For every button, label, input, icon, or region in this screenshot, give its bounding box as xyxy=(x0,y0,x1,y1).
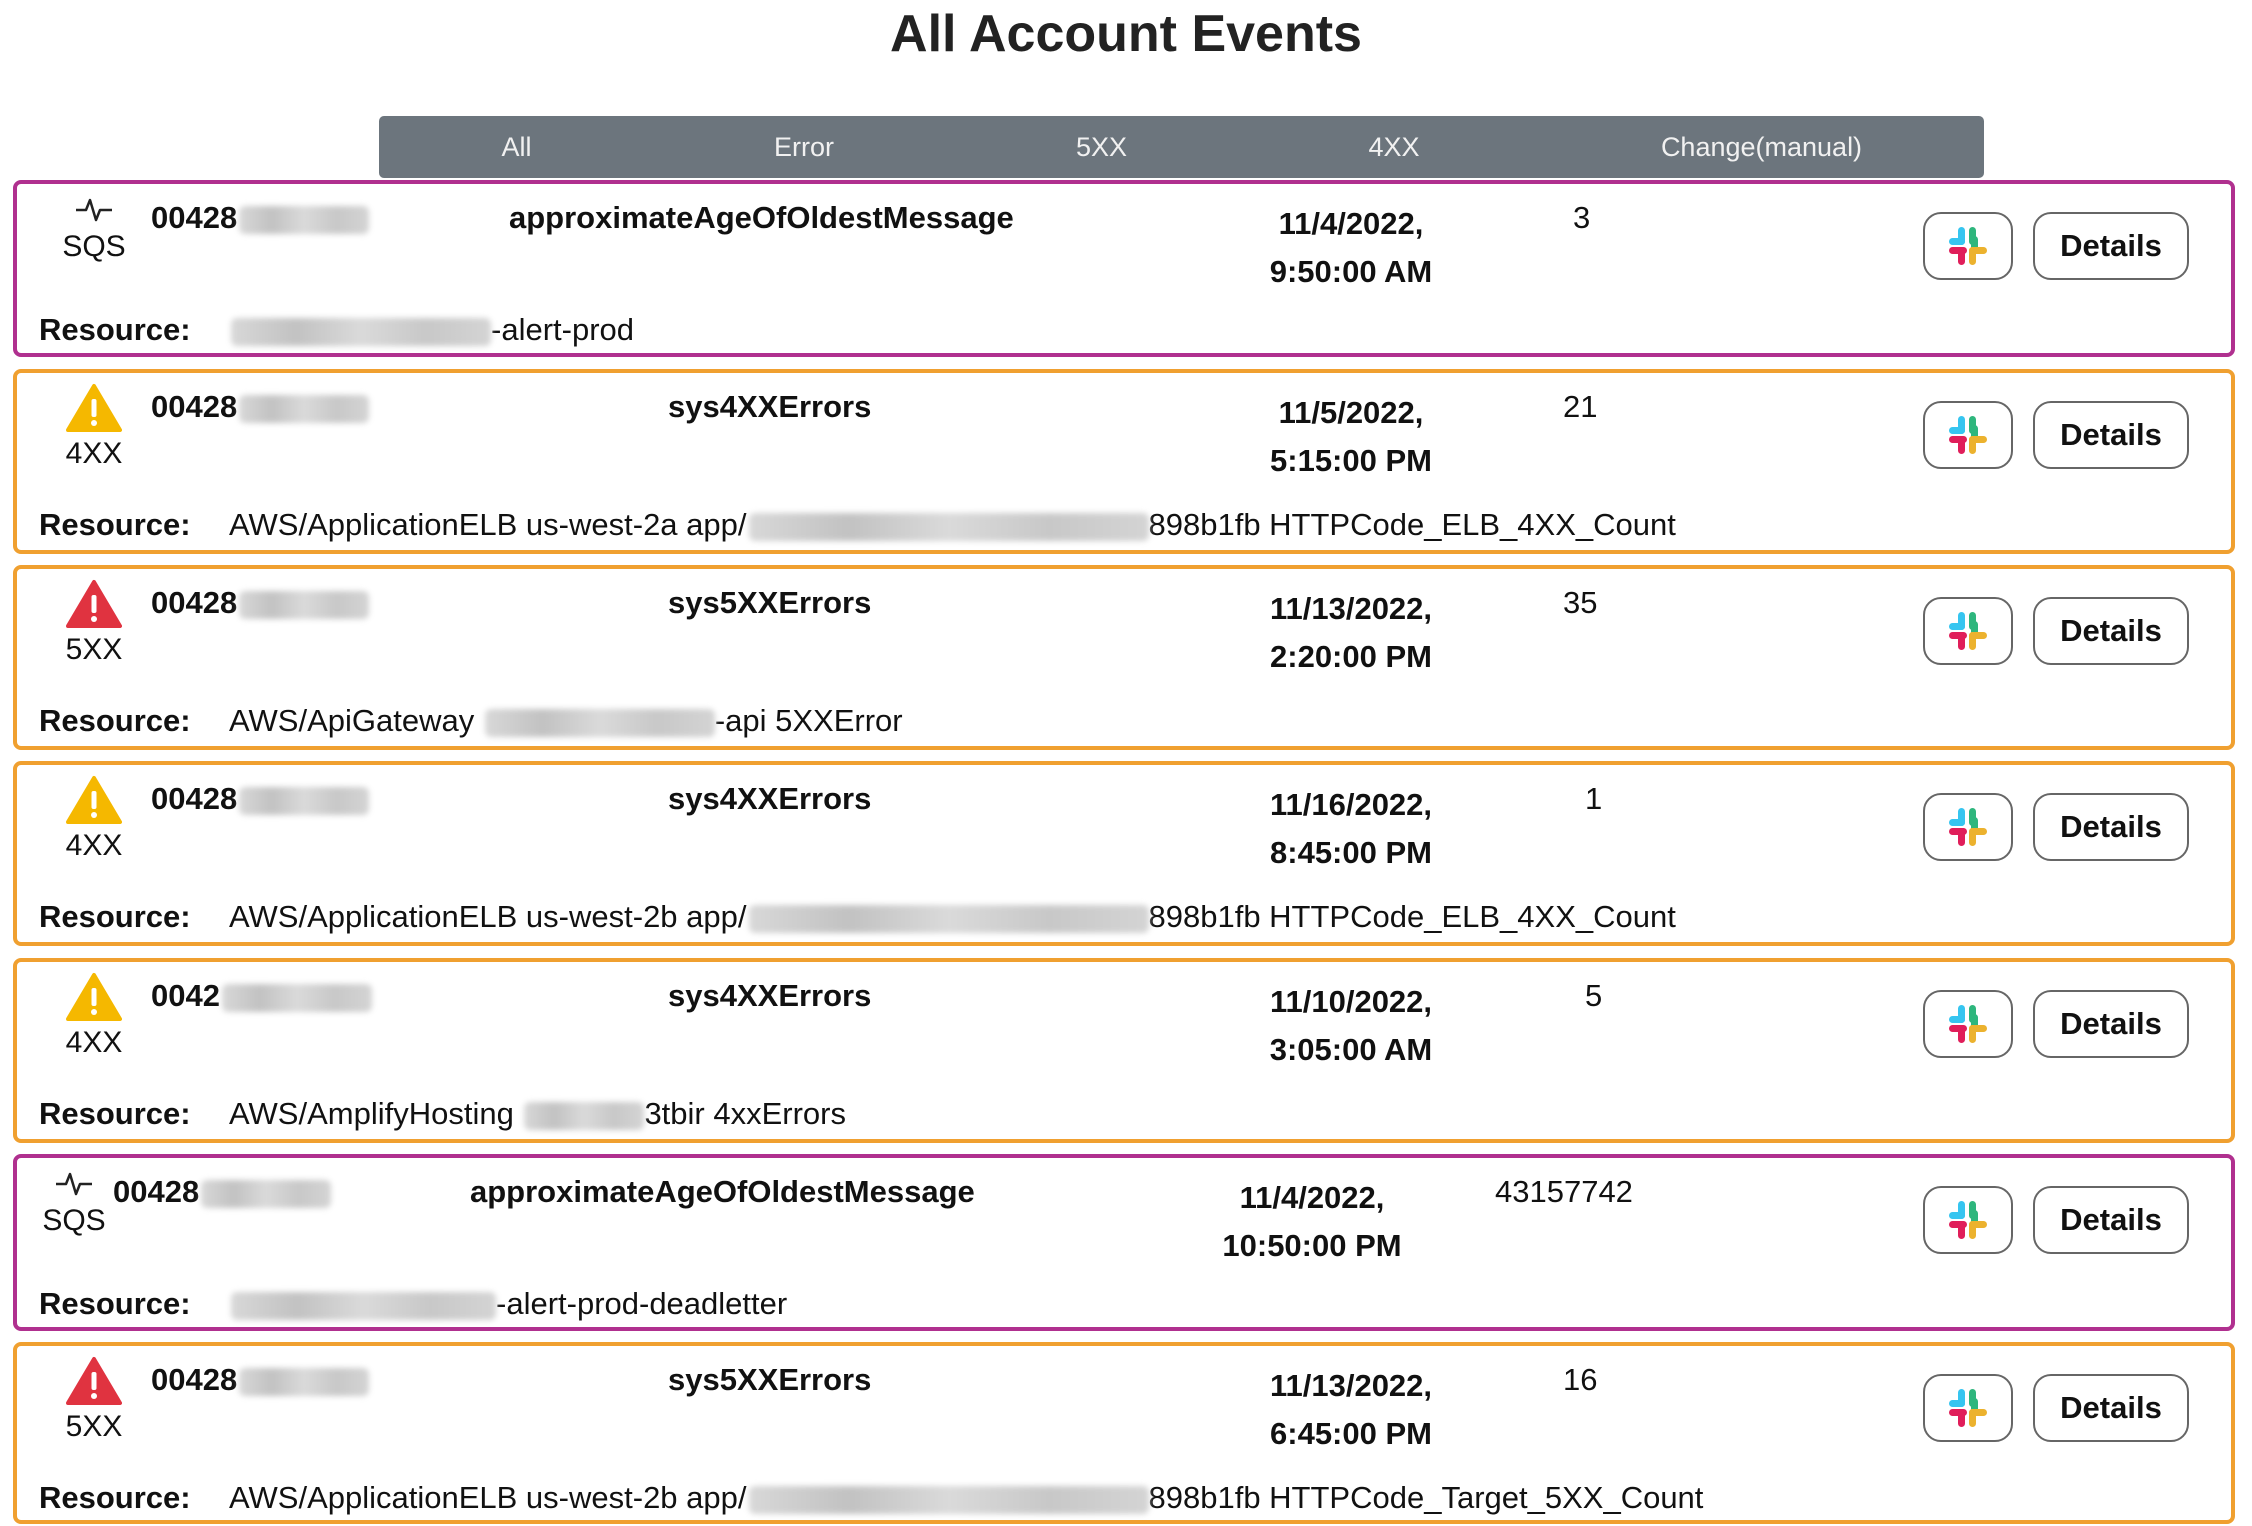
account-id xyxy=(151,978,372,1014)
redacted-mask xyxy=(231,318,491,346)
slack-icon xyxy=(1947,806,1989,848)
slack-button[interactable] xyxy=(1923,990,2013,1058)
event-type xyxy=(29,1356,159,1444)
event-type-label: 5XX xyxy=(65,633,123,666)
redacted-mask xyxy=(749,1486,1149,1514)
warning-icon xyxy=(66,775,122,825)
metric-name: approximateAgeOfOldestMessage xyxy=(509,200,1014,235)
resource-suffix: 898b1fb HTTPCode_ELB_4XX_Count xyxy=(1148,507,1676,542)
account-id xyxy=(151,200,369,236)
account-id-value: 00428 xyxy=(151,1362,238,1397)
event-card xyxy=(13,1154,2235,1331)
resource-suffix: -alert-prod xyxy=(491,312,634,347)
slack-button[interactable] xyxy=(1923,597,2013,665)
resource-label: Resource: xyxy=(39,1096,191,1131)
details-button[interactable]: Details xyxy=(2033,990,2189,1058)
redacted-mask xyxy=(485,709,715,737)
event-time: 8:45:00 PM xyxy=(1270,835,1432,870)
event-time: 2:20:00 PM xyxy=(1270,639,1432,674)
redacted-mask xyxy=(239,395,369,423)
event-type xyxy=(29,383,159,471)
event-count: 43157742 xyxy=(1495,1174,1633,1209)
details-button[interactable]: Details xyxy=(2033,401,2189,469)
details-button[interactable]: Details xyxy=(2033,793,2189,861)
resource-row xyxy=(39,312,634,348)
slack-button[interactable] xyxy=(1923,1374,2013,1442)
redacted-mask xyxy=(231,1292,496,1320)
details-button[interactable]: Details xyxy=(2033,1374,2189,1442)
error-icon xyxy=(66,1356,122,1406)
resource-suffix: 898b1fb HTTPCode_Target_5XX_Count xyxy=(1148,1480,1704,1515)
event-count: 1 xyxy=(1585,781,1603,816)
account-id-value: 00428 xyxy=(151,781,238,816)
metric-name: sys5XXErrors xyxy=(668,1362,872,1397)
resource-prefix: AWS/ApplicationELB us-west-2b app/ xyxy=(229,1480,747,1515)
resource-prefix: AWS/AmplifyHosting xyxy=(229,1096,523,1131)
event-card xyxy=(13,1342,2235,1524)
slack-icon xyxy=(1947,1387,1989,1429)
account-id xyxy=(151,1362,369,1398)
account-id-value: 00428 xyxy=(151,200,238,235)
event-time: 9:50:00 AM xyxy=(1269,254,1433,289)
slack-button[interactable] xyxy=(1923,1186,2013,1254)
resource-suffix: -api 5XXError xyxy=(714,703,903,738)
event-timestamp xyxy=(1231,585,1471,681)
event-time: 3:05:00 AM xyxy=(1269,1032,1433,1067)
tab-4xx[interactable]: 4XX xyxy=(1368,131,1420,162)
account-id xyxy=(151,389,369,425)
redacted-mask xyxy=(239,787,369,815)
tab-change-manual[interactable]: Change(manual) xyxy=(1660,131,1863,162)
slack-button[interactable] xyxy=(1923,793,2013,861)
redacted-mask xyxy=(749,513,1149,541)
event-type-label: SQS xyxy=(42,1204,106,1237)
event-count: 5 xyxy=(1585,978,1603,1013)
warning-icon xyxy=(66,972,122,1022)
slack-button[interactable] xyxy=(1923,212,2013,280)
resource-label: Resource: xyxy=(39,1286,191,1321)
event-time: 10:50:00 PM xyxy=(1222,1228,1402,1263)
resource-suffix: 3tbir 4xxErrors xyxy=(644,1096,846,1131)
event-card xyxy=(13,369,2235,554)
event-date: 11/5/2022, xyxy=(1278,395,1424,430)
event-timestamp xyxy=(1231,389,1471,485)
resource-label: Resource: xyxy=(39,899,191,934)
metric-name: approximateAgeOfOldestMessage xyxy=(470,1174,975,1209)
event-date: 11/16/2022, xyxy=(1269,787,1433,822)
metric-name: sys4XXErrors xyxy=(668,389,872,424)
resource-label: Resource: xyxy=(39,703,191,738)
event-timestamp xyxy=(1231,781,1471,877)
event-count: 35 xyxy=(1563,585,1598,620)
resource-label: Resource: xyxy=(39,507,191,542)
event-card xyxy=(13,180,2235,357)
event-card xyxy=(13,761,2235,946)
event-type xyxy=(29,775,159,863)
resource-prefix: AWS/ApplicationELB us-west-2a app/ xyxy=(229,507,747,542)
slack-icon xyxy=(1947,414,1989,456)
event-count: 3 xyxy=(1573,200,1591,235)
event-card xyxy=(13,958,2235,1143)
event-count: 21 xyxy=(1563,389,1598,424)
account-id xyxy=(151,781,369,817)
event-timestamp xyxy=(1231,978,1471,1074)
event-type-label: SQS xyxy=(62,230,126,263)
filter-tab-bar xyxy=(379,116,1984,178)
warning-icon xyxy=(66,383,122,433)
redacted-mask xyxy=(239,1368,369,1396)
resource-prefix: AWS/ApiGateway xyxy=(229,703,483,738)
tab-all[interactable]: All xyxy=(501,131,532,162)
event-timestamp xyxy=(1231,200,1471,296)
event-count: 16 xyxy=(1563,1362,1598,1397)
resource-row xyxy=(39,1480,1703,1516)
tab-5xx[interactable]: 5XX xyxy=(1075,131,1128,162)
details-button[interactable]: Details xyxy=(2033,597,2189,665)
slack-icon xyxy=(1947,610,1989,652)
event-timestamp xyxy=(1192,1174,1432,1270)
resource-label: Resource: xyxy=(39,312,191,347)
slack-icon xyxy=(1947,1003,1989,1045)
event-type-label: 4XX xyxy=(65,1026,123,1059)
resource-row xyxy=(39,703,903,739)
resource-row xyxy=(39,1096,846,1132)
slack-icon xyxy=(1947,1199,1989,1241)
slack-button[interactable] xyxy=(1923,401,2013,469)
metric-name: sys4XXErrors xyxy=(668,978,872,1013)
resource-row xyxy=(39,507,1676,543)
account-id-value: 0042 xyxy=(151,978,220,1013)
resource-row xyxy=(39,899,1676,935)
metric-name: sys4XXErrors xyxy=(668,781,872,816)
event-type-label: 4XX xyxy=(65,437,123,470)
details-button[interactable]: Details xyxy=(2033,1186,2189,1254)
event-date: 11/4/2022, xyxy=(1278,206,1424,241)
account-id xyxy=(113,1174,331,1210)
resource-suffix: -alert-prod-deadletter xyxy=(496,1286,788,1321)
event-date: 11/13/2022, xyxy=(1269,591,1433,626)
event-card xyxy=(13,565,2235,750)
event-type-label: 4XX xyxy=(65,829,123,862)
resource-prefix: AWS/ApplicationELB us-west-2b app/ xyxy=(229,899,747,934)
event-type-label: 5XX xyxy=(65,1410,123,1443)
event-type xyxy=(29,579,159,667)
account-id-value: 00428 xyxy=(151,585,238,620)
redacted-mask xyxy=(222,984,372,1012)
redacted-mask xyxy=(201,1180,331,1208)
event-timestamp xyxy=(1231,1362,1471,1458)
tab-error[interactable]: Error xyxy=(774,131,834,162)
resource-label: Resource: xyxy=(39,1480,191,1515)
error-icon xyxy=(66,579,122,629)
redacted-mask xyxy=(749,905,1149,933)
details-button[interactable]: Details xyxy=(2033,212,2189,280)
event-date: 11/13/2022, xyxy=(1269,1368,1433,1403)
event-date: 11/10/2022, xyxy=(1269,984,1433,1019)
resource-row xyxy=(39,1286,787,1322)
account-id xyxy=(151,585,369,621)
activity-icon xyxy=(54,1168,94,1200)
account-id-value: 00428 xyxy=(151,389,238,424)
page-title: All Account Events xyxy=(890,5,1362,63)
event-type xyxy=(29,972,159,1060)
redacted-mask xyxy=(524,1102,644,1130)
resource-suffix: 898b1fb HTTPCode_ELB_4XX_Count xyxy=(1148,899,1676,934)
event-type xyxy=(29,194,159,264)
redacted-mask xyxy=(239,591,369,619)
redacted-mask xyxy=(239,206,369,234)
event-date: 11/4/2022, xyxy=(1239,1180,1385,1215)
account-id-value: 00428 xyxy=(113,1174,200,1209)
event-time: 6:45:00 PM xyxy=(1270,1416,1432,1451)
event-time: 5:15:00 PM xyxy=(1270,443,1432,478)
slack-icon xyxy=(1947,225,1989,267)
metric-name: sys5XXErrors xyxy=(668,585,872,620)
activity-icon xyxy=(74,194,114,226)
